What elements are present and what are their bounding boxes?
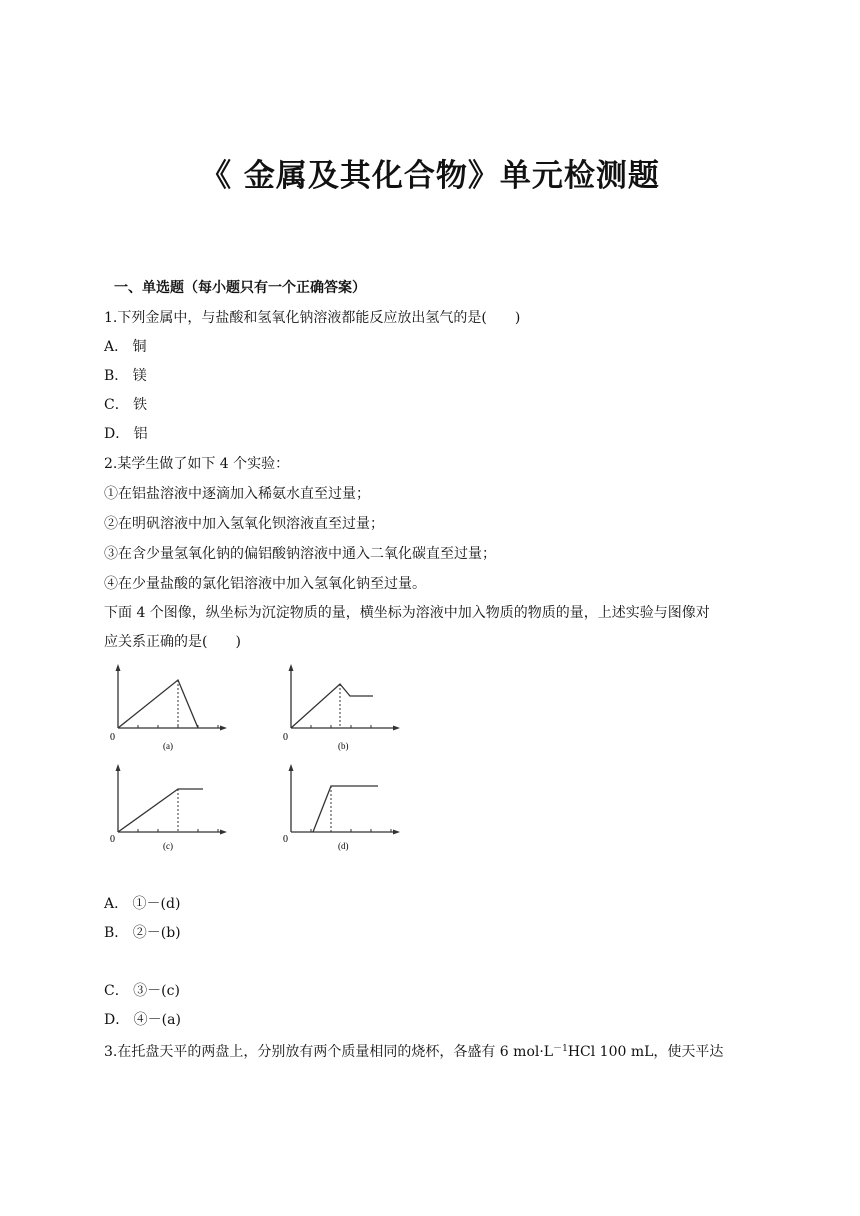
q2-option-d: D． ④－(a): [104, 1012, 181, 1028]
graph-b-caption: (b): [338, 741, 349, 751]
q2-option-c: C． ③－(c): [104, 983, 180, 999]
graph-d-origin: 0: [283, 834, 288, 845]
q1-option-a: A． 铜: [104, 339, 147, 355]
experiment-4: ④在少量盐酸的氯化铝溶液中加入氢氧化钠至过量。: [104, 576, 426, 592]
question-2-prompt-line-1: 下面 4 个图像，纵坐标为沉淀物质的量，横坐标为溶液中加入物质的物质的量，上述实验与图像对: [104, 605, 710, 621]
question-2-stem: 2.某学生做了如下 4 个实验：: [104, 456, 290, 472]
question-3-stem-end: HCl 100 mL，使天平达: [567, 1044, 724, 1060]
graph-d: [278, 762, 403, 854]
graph-c-origin: 0: [110, 834, 115, 845]
question-3-superscript: －1: [553, 1044, 568, 1054]
graph-b: [278, 662, 403, 754]
q1-option-d: D． 铝: [104, 426, 148, 442]
graph-a: [105, 662, 230, 754]
page-title: 《 金属及其化合物》单元检测题: [200, 158, 660, 194]
graph-a-caption: (a): [163, 741, 173, 751]
graph-a-origin: 0: [110, 732, 115, 743]
experiment-1: ①在铝盐溶液中逐滴加入稀氨水直至过量；: [104, 486, 370, 502]
q2-option-b: B． ②－(b): [104, 925, 181, 941]
graph-d-caption: (d): [338, 841, 349, 851]
question-3-stem: [104, 1039, 723, 1062]
graph-c: [105, 762, 230, 854]
section-heading: 一、单选题（每小题只有一个正确答案）: [114, 280, 366, 296]
graph-b-origin: 0: [283, 732, 288, 743]
q1-option-b: B． 镁: [104, 368, 147, 384]
experiment-3: ③在含少量氢氧化钠的偏铝酸钠溶液中通入二氧化碳直至过量；: [104, 546, 496, 562]
q2-option-a: A． ①－(d): [104, 896, 181, 912]
graph-c-caption: (c): [163, 841, 173, 851]
question-2-prompt-line-2: 应关系正确的是( ): [104, 634, 241, 650]
question-1-stem: 1.下列金属中，与盐酸和氢氧化钠溶液都能反应放出氢气的是( ): [104, 310, 521, 326]
q1-option-c: C． 铁: [104, 397, 148, 413]
question-3-stem-start: 3.在托盘天平的两盘上，分别放有两个质量相同的烧杯，各盛有 6 mol·L: [104, 1044, 554, 1060]
experiment-2: ②在明矾溶液中加入氢氧化钡溶液直至过量；: [104, 516, 384, 532]
